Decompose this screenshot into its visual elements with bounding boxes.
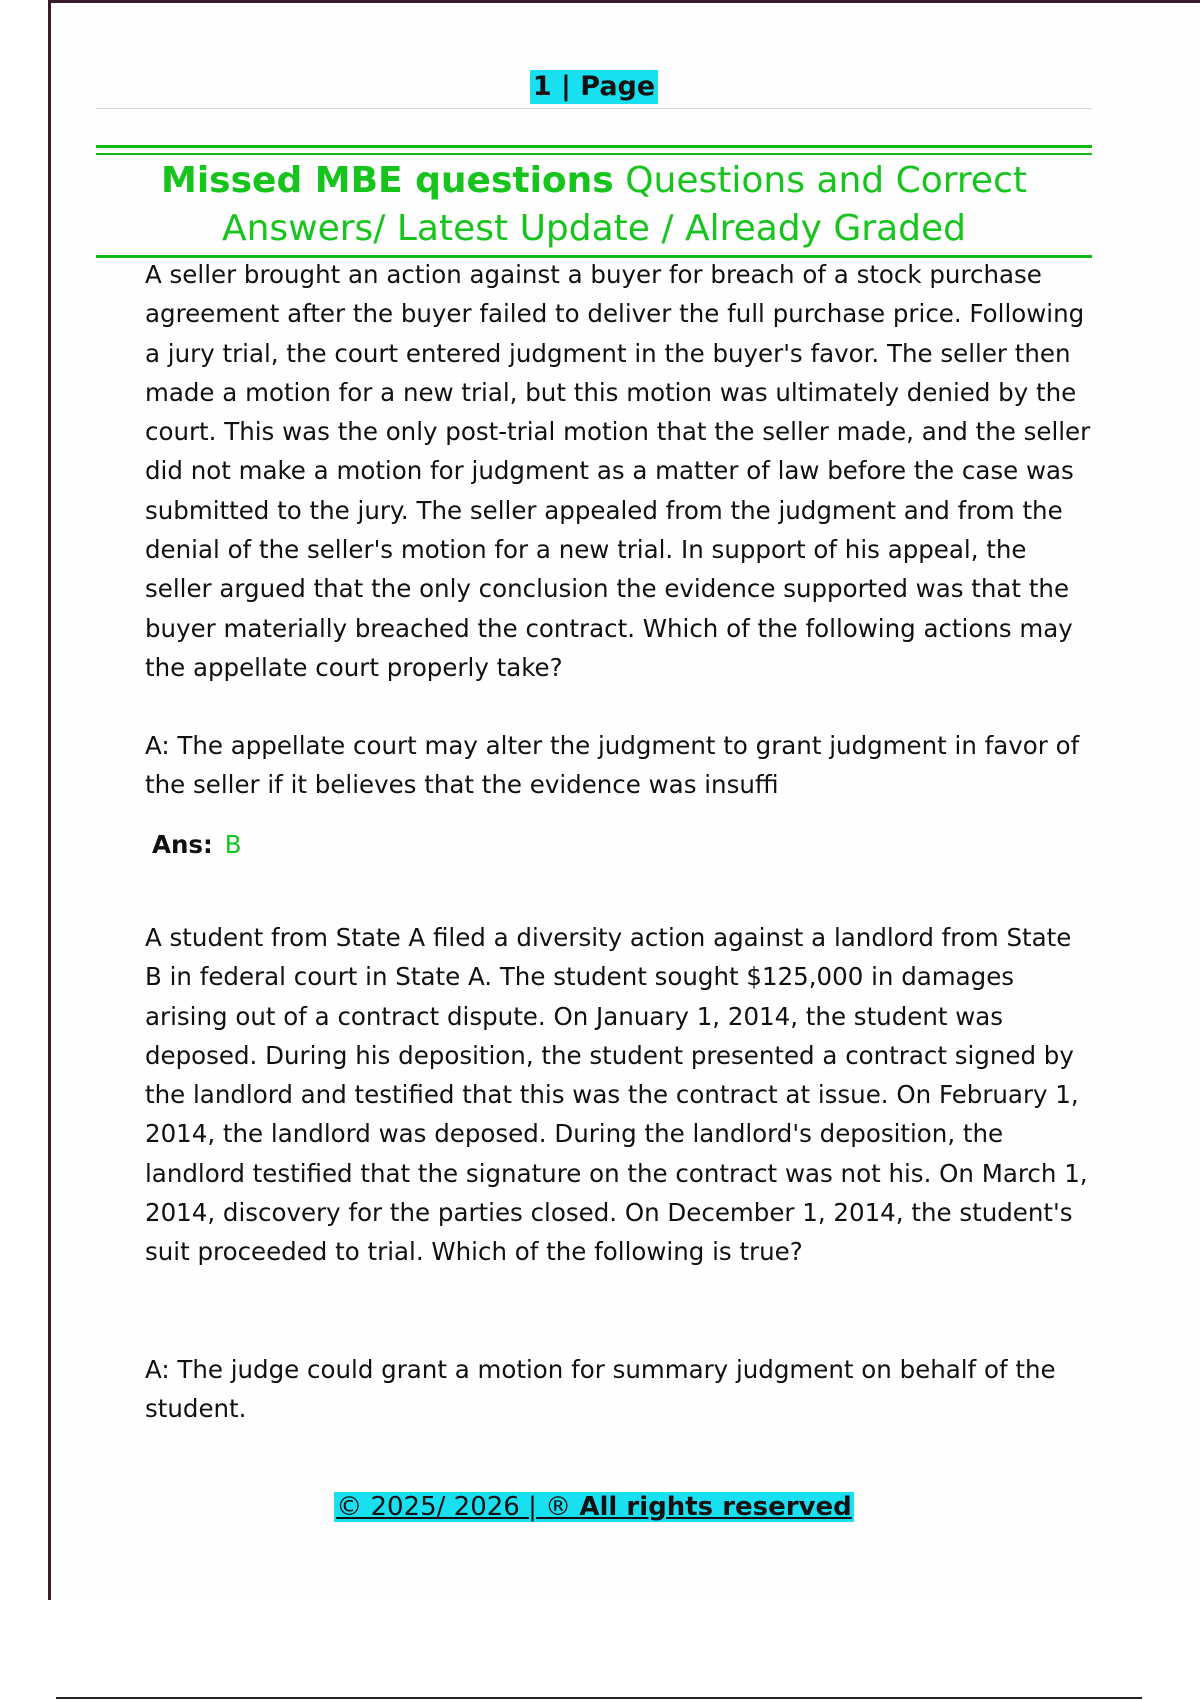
document-title (96, 157, 1092, 253)
page-number-label: 1 | Page (530, 70, 658, 104)
question-1-option: A: The appellate court may alter the judgment to grant judgment in favor of the seller if it believes that the evidence was insuffi (145, 731, 1080, 800)
answer-label: Ans: (152, 830, 213, 859)
question-2-option: A: The judge could grant a motion for summary judgment on behalf of the student. (145, 1355, 1056, 1424)
page-header (96, 70, 1092, 104)
question-1-text: A seller brought an action against a buyer for breach of a stock purchase agreement after the buyer failed to deliver the full purchase price. Following a jury trial, the court entered judgment in the buyer's favor. The seller then made a motion for a new trial, but this motion was ultimately denied by the court. This was the only post-trial motion that the seller made, and the seller did not make a motion for judgment as a matter of law before the case was submitted to the jury. The seller appealed from the judgment and from the denial of the seller's motion for a new trial. In support of his appeal, the seller argued that the only conclusion the evidence supported was that the buyer materially breached the contract. Which of the following actions may the appellate court properly take? (145, 260, 1091, 682)
copyright-notice: © 2025/ 2026 | ® All rights reserved (336, 1492, 852, 1522)
answer-value: B (224, 830, 242, 859)
header-divider (96, 108, 1092, 109)
question-1-answer (152, 825, 1102, 864)
title-rest: Questions and Correct Answers/ Latest Update / Already Graded (221, 160, 1027, 249)
question-2-text: A student from State A filed a diversity action against a landlord from State B in federal court in State A. The student sought $125,000 in damages arising out of a contract dispute. On January 1, 2014, the student was deposed. During his deposition, the student presented a contract signed by the landlord and testified that this was the contract at issue. On February 1, 2014, the landlord was deposed. During the landlord's deposition, the landlord testified that the signature on the contract was not his. On March 1, 2014, discovery for the parties closed. On December 1, 2014, the student's suit proceeded to trial. Which of the following is true? (145, 923, 1088, 1267)
title-rule-top (96, 145, 1092, 148)
title-bold: Missed MBE questions (161, 160, 614, 201)
bottom-divider (56, 1697, 1142, 1699)
page-footer (96, 1492, 1092, 1522)
title-rule-top-thin (96, 153, 1092, 155)
